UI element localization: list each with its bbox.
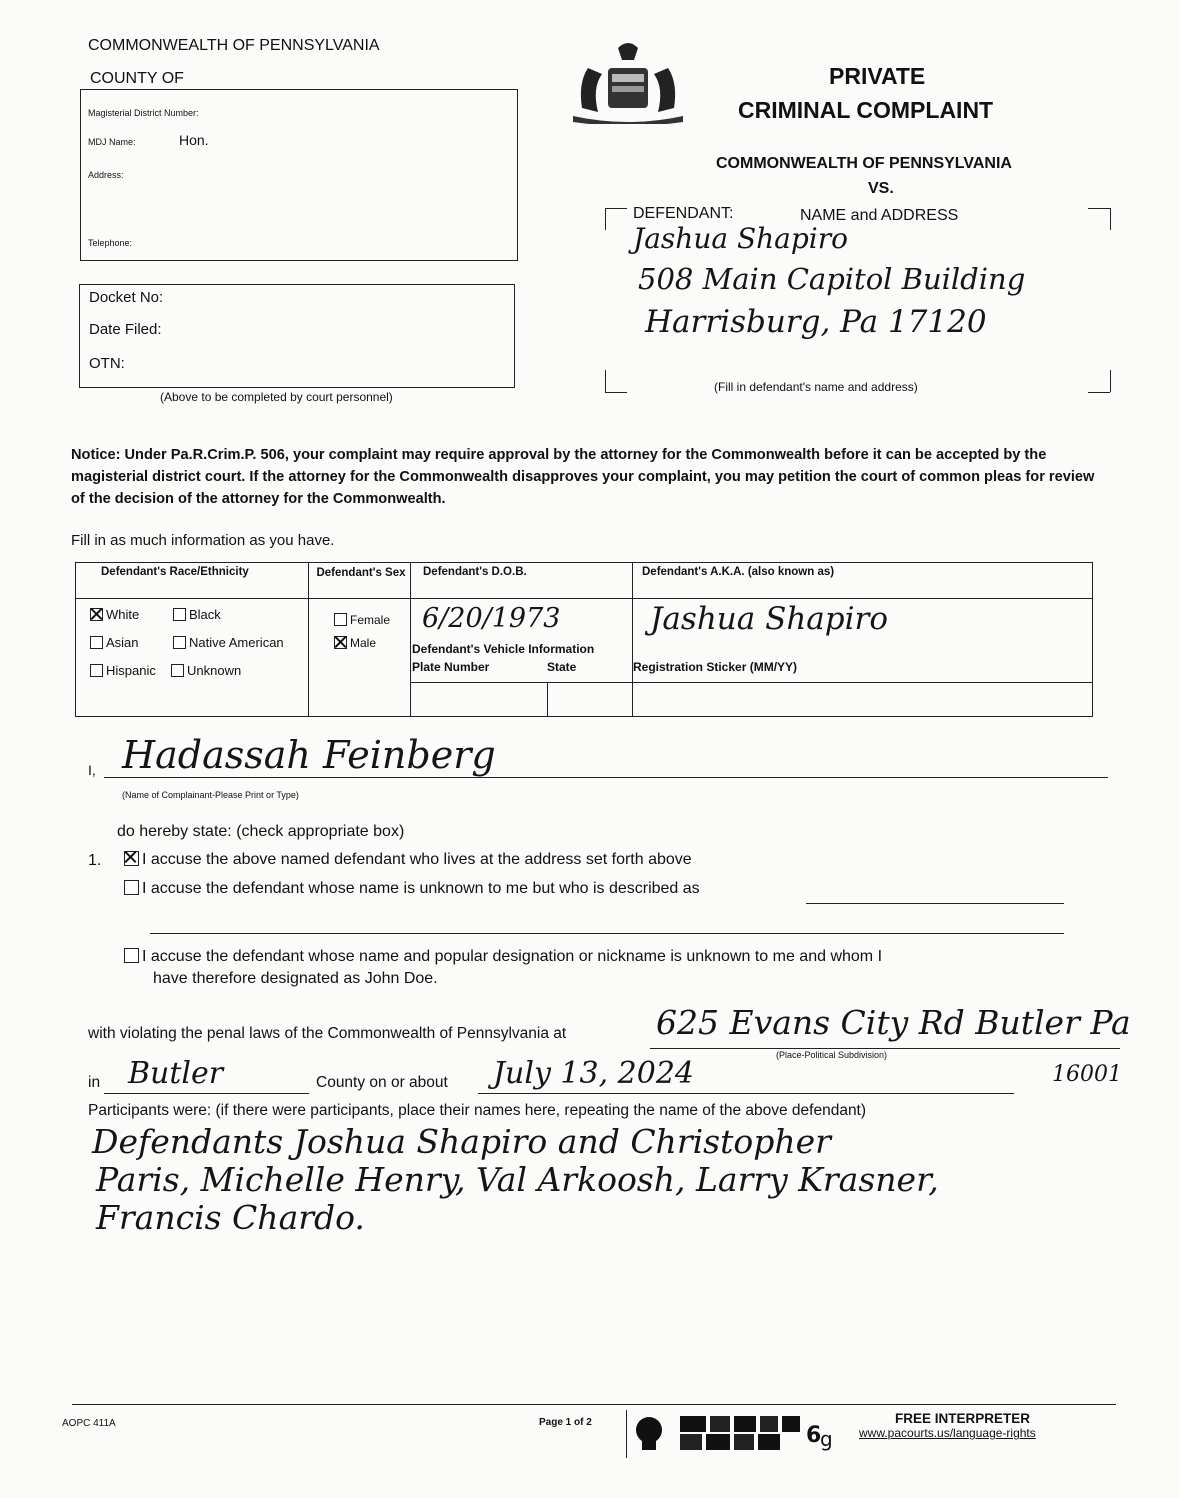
svg-text:6: 6 [806, 1423, 822, 1448]
sex-female-checkbox[interactable] [334, 613, 347, 626]
accusation-option-3-checkbox[interactable] [124, 948, 139, 963]
race-native-american-checkbox[interactable] [173, 636, 186, 649]
interpreter-title: FREE INTERPRETER [895, 1411, 1031, 1426]
county-on-or-about-label: County on or about [316, 1074, 448, 1091]
commonwealth-heading: COMMONWEALTH OF PENNSYLVANIA [88, 37, 380, 54]
aka-value: Jashua Shapiro [650, 601, 889, 637]
race-hispanic-label: Hispanic [106, 663, 156, 678]
telephone-label: Telephone: [88, 238, 133, 248]
place-caption: (Place-Political Subdivision) [776, 1050, 888, 1060]
corner-tr-v [1110, 208, 1111, 230]
title-line2: CRIMINAL COMPLAINT [738, 97, 994, 123]
sex-male-label: Male [350, 636, 377, 650]
accusation-option-2-checkbox[interactable] [124, 880, 139, 895]
court-box [79, 284, 515, 388]
sex-female-option[interactable] [334, 613, 390, 627]
dob-value: 6/20/1973 [422, 603, 561, 634]
accusation-option-1[interactable] [124, 851, 692, 869]
sex-female-label: Female [350, 613, 391, 627]
district-number-label: Magisterial District Number: [88, 108, 199, 118]
participants-line-1: Defendants Joshua Shapiro and Christopher [92, 1122, 831, 1161]
svg-text:g: g [820, 1427, 833, 1451]
vehicle-row-rule [410, 682, 1093, 683]
language-icon [632, 1412, 852, 1454]
race-white-checkbox[interactable] [90, 608, 103, 621]
sex-male-option[interactable] [334, 636, 376, 650]
page-number: Page 1 of 2 [539, 1417, 592, 1428]
participants-label: Participants were: (if there were participants, place their names here, repeating the name of the above defendant) [88, 1102, 867, 1119]
complainant-prefix: I, [88, 762, 96, 778]
dob-header: Defendant's D.O.B. [423, 566, 527, 578]
in-label: in [88, 1074, 101, 1091]
defendant-label: DEFENDANT: [633, 205, 734, 222]
accusation-option-2[interactable] [124, 880, 700, 898]
state-label: State [547, 660, 577, 674]
race-black-option[interactable] [173, 607, 221, 622]
race-unknown-option[interactable] [171, 663, 241, 678]
race-black-label: Black [189, 607, 221, 622]
table-col1 [308, 562, 309, 717]
violation-zip: 16001 [1052, 1062, 1122, 1087]
table-header-rule [75, 598, 1093, 599]
race-unknown-checkbox[interactable] [171, 664, 184, 677]
race-unknown-label: Unknown [187, 663, 242, 678]
sex-header: Defendant's Sex [316, 567, 406, 579]
violation-county: Butler [128, 1056, 224, 1091]
violation-text: with violating the penal laws of the Commonwealth of Pennsylvania at [88, 1025, 567, 1042]
race-black-checkbox[interactable] [173, 608, 186, 621]
form-id: AOPC 411A [62, 1418, 116, 1429]
mdj-box [80, 89, 518, 261]
race-hispanic-checkbox[interactable] [90, 664, 103, 677]
violation-date: July 13, 2024 [493, 1056, 695, 1091]
accusation-option-3[interactable] [124, 948, 882, 966]
mdj-name-value: Hon. [179, 132, 209, 148]
complainant-caption: (Name of Complainant-Please Print or Type) [122, 790, 299, 800]
table-col2 [410, 562, 411, 717]
interpreter-link[interactable]: www.pacourts.us/language-rights [859, 1426, 1036, 1440]
accusation-option-3-line2: have therefore designated as John Doe. [153, 970, 438, 987]
description-line-1 [806, 903, 1064, 904]
mdj-name-label: MDJ Name: [88, 137, 136, 147]
race-hispanic-option[interactable] [90, 663, 156, 678]
participants-line-2: Paris, Michelle Henry, Val Arkoosh, Larry Krasner, [96, 1160, 939, 1199]
race-header: Defendant's Race/Ethnicity [101, 566, 249, 578]
county-line [104, 1093, 309, 1094]
race-asian-label: Asian [106, 635, 139, 650]
corner-tr-h [1088, 208, 1110, 209]
participants-line-3: Francis Chardo. [96, 1198, 365, 1237]
corner-bl-h [605, 392, 627, 393]
aka-header: Defendant's A.K.A. (also known as) [642, 566, 835, 578]
vehicle-header: Defendant's Vehicle Information [412, 642, 595, 656]
name-address-label: NAME and ADDRESS [800, 207, 959, 224]
violation-place: 625 Evans City Rd Butler Pa [656, 1003, 1131, 1042]
court-note: (Above to be completed by court personnel) [160, 390, 393, 404]
footer-divider [626, 1410, 627, 1458]
table-col3 [632, 562, 633, 717]
versus-commonwealth: COMMONWEALTH OF PENNSYLVANIA [716, 155, 1012, 172]
defendant-address-line2: Harrisburg, Pa 17120 [645, 304, 987, 340]
corner-tl-h [605, 208, 627, 209]
race-native-american-label: Native American [189, 635, 284, 650]
plate-state-divider [547, 682, 548, 717]
race-white-label: White [106, 607, 140, 622]
versus-vs: VS. [868, 180, 894, 197]
accusation-option-2-text: I accuse the defendant whose name is unknown to me but who is described as [142, 880, 700, 897]
fill-note: (Fill in defendant's name and address) [714, 380, 918, 394]
state-line: do hereby state: (check appropriate box) [117, 823, 405, 840]
race-native-american-option[interactable] [173, 635, 284, 650]
race-asian-option[interactable] [90, 635, 139, 650]
title-line1: PRIVATE [829, 63, 926, 89]
corner-br-v [1110, 370, 1111, 392]
seal-icon [568, 38, 688, 124]
sticker-label: Registration Sticker (MM/YY) [633, 660, 798, 674]
docket-label: Docket No: [89, 289, 164, 306]
defendant-name-handwritten: Jashua Shapiro [633, 222, 848, 255]
corner-br-h [1088, 392, 1110, 393]
accusation-option-1-text: I accuse the above named defendant who lives at the address set forth above [142, 851, 692, 868]
defendant-address-line1: 508 Main Capitol Building [638, 262, 1026, 296]
address-label: Address: [88, 170, 124, 180]
description-line-2 [150, 933, 1064, 934]
complainant-name: Hadassah Feinberg [122, 733, 496, 777]
accusation-option-1-checkbox[interactable] [124, 851, 139, 866]
sex-male-checkbox[interactable] [334, 636, 347, 649]
corner-tl-v [605, 208, 606, 230]
fill-in-instruction: Fill in as much information as you have. [71, 532, 335, 549]
corner-bl-v [605, 370, 606, 392]
footer-rule [72, 1404, 1116, 1405]
race-white-option[interactable] [90, 607, 139, 622]
county-of-label: COUNTY OF [90, 70, 184, 87]
accusation-option-3-text: I accuse the defendant whose name and popular designation or nickname is unknown to me and whom I [142, 948, 883, 965]
otn-label: OTN: [89, 355, 125, 372]
place-line [650, 1048, 1120, 1049]
accusation-number: 1. [88, 852, 102, 869]
notice-text: Notice: Under Pa.R.Crim.P. 506, your complaint may require approval by the attorney for the Commonwealth before it can be accepted by the magisterial district court. If the attorney for the Commonwealth disapproves your complaint, you may petition the court of common pleas for review of the decision of the attorney for the Commonwealth. [71, 447, 1095, 507]
race-asian-checkbox[interactable] [90, 636, 103, 649]
plate-label: Plate Number [412, 660, 490, 674]
complainant-name-line [104, 777, 1108, 778]
date-filed-label: Date Filed: [89, 321, 162, 338]
date-line [478, 1093, 1014, 1094]
